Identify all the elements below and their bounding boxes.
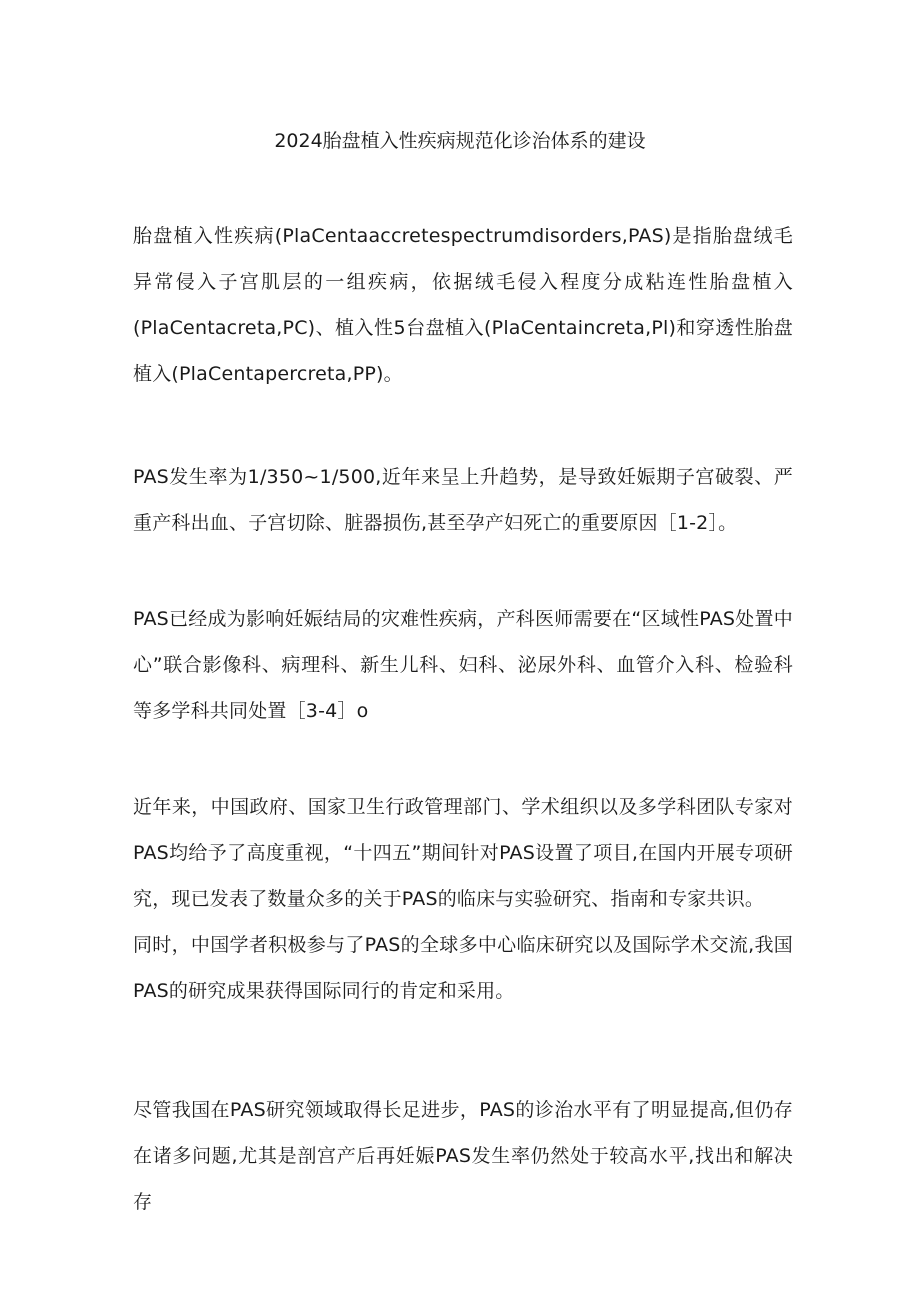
paragraph-definition: 胎盘植入性疾病(PlaCentaaccretespectrumdisorders,PAS)是指胎盘绒毛异常侵入子宫肌层的一组疾病，依据绒毛侵入程度分成粘连性胎盘植入(PlaCentacreta,PC)、植入性5台盘植入(PlaCentaincreta,Pl)和穿透性胎盘植入(PlaCentapercreta,PP)。 <box>133 225 793 385</box>
paragraph-international: 同时，中国学者积极参与了PAS的全球多中心临床研究以及国际学术交流,我国PAS的研究成果获得国际同行的肯定和采用。 <box>133 934 793 1002</box>
paragraph-incidence: PAS发生率为1/350~1/500,近年来呈上升趋势，是导致妊娠期子宫破裂、严重产科出血、子宫切除、脏器损伤,甚至孕产妇死亡的重要原因［1-2］。 <box>133 466 793 534</box>
document-title: 2024胎盘植入性疾病规范化诊治体系的建设 <box>274 130 646 152</box>
paragraph-multidisciplinary: PAS已经成为影响妊娠结局的灾难性疾病，产科医师需要在“区域性PAS处置中心”联合影像科、病理科、新生儿科、妇科、泌尿外科、血管介入科、检验科等多学科共同处置［3-4］o <box>133 608 793 722</box>
paragraph-problems: 尽管我国在PAS研究领域取得长足进步，PAS的诊治水平有了明显提高,但仍存在诸多问题,尤其是剖宫产后再妊娠PAS发生率仍然处于较高水平,找出和解决存 <box>133 1099 793 1213</box>
paragraph-national-attention: 近年来，中国政府、国家卫生行政管理部门、学术组织以及多学科团队专家对PAS均给予了高度重视，“十四五”期间针对PAS设置了项目,在国内开展专项研究，现已发表了数量众多的关于PAS的临床与实验研究、指南和专家共识。 <box>133 796 793 910</box>
